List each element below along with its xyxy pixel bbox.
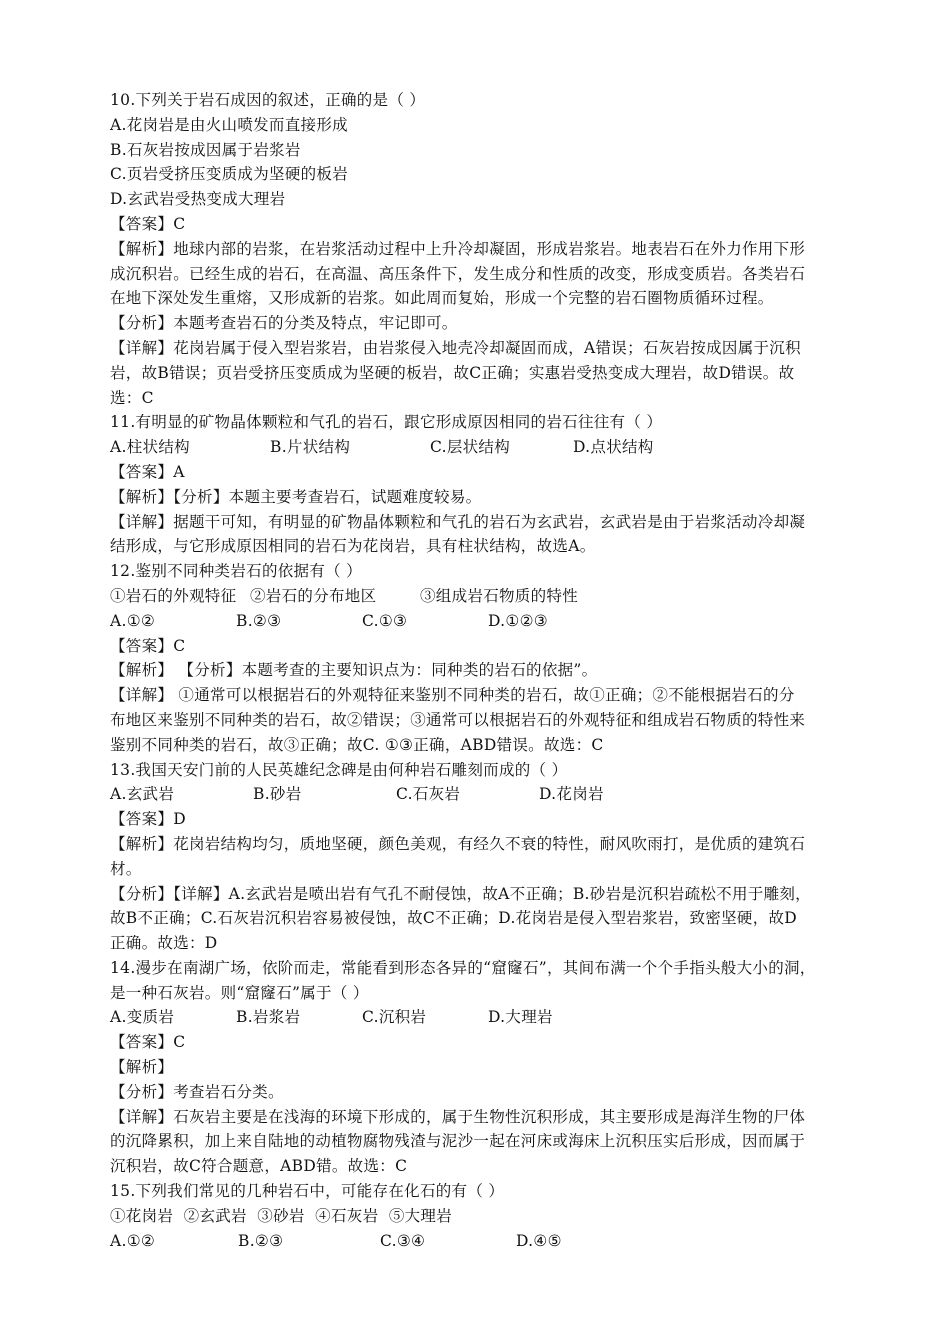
- q10-answer: 【答案】C: [110, 214, 186, 233]
- q12-options: [110, 609, 850, 634]
- q14-answer: 【答案】C: [110, 1033, 186, 1052]
- q13-xiangjie-line: 正确。故选：D: [110, 934, 218, 953]
- q12-option-b: B.②③: [236, 611, 282, 630]
- q13-jiexi-line: 材。: [110, 859, 142, 878]
- q15-option-c: C.③④: [380, 1231, 426, 1250]
- q14-options: [110, 1005, 850, 1030]
- q12-option-d: D.①②③: [488, 611, 548, 630]
- q15-option-b: B.②③: [238, 1231, 284, 1250]
- q15-option-a: A.①②: [110, 1231, 156, 1250]
- q14-option-d: D.大理岩: [488, 1008, 553, 1027]
- q14-option-c: C.沉积岩: [362, 1008, 427, 1027]
- q11-answer: 【答案】A: [110, 462, 185, 481]
- q11-option-c: C.层状结构: [430, 438, 511, 457]
- q13-option-c: C.石灰岩: [396, 785, 461, 804]
- q12-xiangjie-line: 【详解】 ①通常可以根据岩石的外观特征来鉴别不同种类的岩石，故①正确；②不能根据岩石的分: [110, 686, 795, 705]
- q13-option-b: B.砂岩: [253, 785, 302, 804]
- q10-jiexi-line: 成沉积岩。已经生成的岩石，在高温、高压条件下，发生成分和性质的改变，形成变质岩。各类岩石: [110, 264, 806, 283]
- q15-option-d: D.④⑤: [516, 1231, 562, 1250]
- q11-option-b: B.片状结构: [270, 438, 351, 457]
- q12-option-c: C.①③: [362, 611, 408, 630]
- q10-xiangjie-line: 【详解】花岗岩属于侵入型岩浆岩，由岩浆侵入地壳冷却凝固而成，A错误；石灰岩按成因属于沉积: [110, 338, 801, 357]
- q11-xiangjie-line: 【详解】据题干可知，有明显的矿物晶体颗粒和气孔的岩石为玄武岩，玄武岩是由于岩浆活动冷却凝: [110, 512, 806, 531]
- q11-options: [110, 435, 850, 460]
- q15-items: ①花岗岩 ②玄武岩 ③砂岩 ④石灰岩 ⑤大理岩: [110, 1206, 453, 1225]
- q11-jiexi: 【解析】【分析】本题主要考查岩石，试题难度较易。: [110, 487, 482, 506]
- q14-option-a: A.变质岩: [110, 1008, 175, 1027]
- q14-xiangjie-line: 沉积岩，故C符合题意，ABD错。故选：C: [110, 1157, 408, 1176]
- q13-option-a: A.玄武岩: [110, 785, 175, 804]
- q14-stem-line: 14.漫步在南湖广场，依阶而走，常能看到形态各异的“窟窿石”，其间布满一个个手指头般大小的洞，: [110, 958, 816, 977]
- q12-answer: 【答案】C: [110, 636, 186, 655]
- q13-option-d: D.花岗岩: [539, 785, 604, 804]
- q13-xiangjie-line: 故B不正确；C.石灰岩沉积岩容易被侵蚀，故C不正确；D.花岗岩是侵入型岩浆岩，致密坚硬，故D: [110, 909, 798, 928]
- q14-jiexi: 【解析】: [110, 1058, 174, 1077]
- q12-xiangjie-line: 鉴别不同种类的岩石，故③正确；故C. ①③正确，ABD错误。故选：C: [110, 735, 604, 754]
- q12-jiexi: 【解析】 【分析】本题考查的主要知识点为：同种类的岩石的依据”。: [110, 661, 598, 680]
- q12-items: [110, 584, 850, 609]
- q12-xiangjie-line: 布地区来鉴别不同种类的岩石，故②错误；③通常可以根据岩石的外观特征和组成岩石物质的特性来: [110, 710, 806, 729]
- q11-option-d: D.点状结构: [573, 438, 654, 457]
- question-content: [110, 88, 850, 1253]
- q10-xiangjie-line: 选：C: [110, 388, 154, 407]
- q12-stem: 12.鉴别不同种类岩石的依据有（ ）: [110, 562, 362, 581]
- q14-xiangjie-line: 【详解】石灰岩主要是在浅海的环境下形成的，属于生物性沉积形成，其主要形成是海洋生物的尸体: [110, 1107, 806, 1126]
- q10-fenxi: 【分析】本题考查岩石的分类及特点，牢记即可。: [110, 314, 458, 333]
- q15-options: [110, 1229, 850, 1254]
- q10-option-d: D.玄武岩受热变成大理岩: [110, 190, 286, 209]
- q14-xiangjie-line: 的沉降累积，加上来自陆地的动植物腐物残渣与泥沙一起在河床或海床上沉积压实后形成，因而属于: [110, 1132, 806, 1151]
- q10-option-b: B.石灰岩按成因属于岩浆岩: [110, 140, 301, 159]
- q11-xiangjie-line: 结形成，与它形成原因相同的岩石为花岗岩，具有柱状结构，故选A。: [110, 537, 596, 556]
- q10-option-c: C.页岩受挤压变质成为坚硬的板岩: [110, 165, 349, 184]
- q11-stem: 11.有明显的矿物晶体颗粒和气孔的岩石，跟它形成原因相同的岩石往往有（ ）: [110, 413, 663, 432]
- q12-item: ①岩石的外观特征: [110, 586, 237, 605]
- q12-item: ②岩石的分布地区: [250, 586, 377, 605]
- q13-xiangjie-line: 【分析】【详解】A.玄武岩是喷出岩有气孔不耐侵蚀，故A不正确；B.砂岩是沉积岩疏松不用于雕刻，: [110, 884, 811, 903]
- q13-options: [110, 782, 850, 807]
- q10-stem: 10.下列关于岩石成因的叙述，正确的是（ ）: [110, 91, 426, 109]
- q13-stem: 13.我国天安门前的人民英雄纪念碑是由何种岩石雕刻而成的（ ）: [110, 760, 568, 779]
- q10-option-a: A.花岗岩是由火山喷发而直接形成: [110, 115, 348, 134]
- q11-option-a: A.柱状结构: [110, 438, 190, 457]
- q14-option-b: B.岩浆岩: [236, 1008, 301, 1027]
- q10-xiangjie-line: 岩，故B错误；页岩受挤压变质成为坚硬的板岩，故C正确；实惠岩受热变成大理岩，故D错误。故: [110, 363, 795, 382]
- q12-item: ③组成岩石物质的特性: [420, 586, 579, 605]
- q14-fenxi: 【分析】考查岩石分类。: [110, 1082, 284, 1101]
- q15-stem: 15.下列我们常见的几种岩石中，可能存在化石的有（ ）: [110, 1182, 505, 1201]
- q13-jiexi-line: 【解析】花岗岩结构均匀，质地坚硬，颜色美观，有经久不衰的特性，耐风吹雨打，是优质的建筑石: [110, 834, 806, 853]
- q10-jiexi-line: 【解析】地球内部的岩浆，在岩浆活动过程中上升冷却凝固，形成岩浆岩。地表岩石在外力作用下形: [110, 239, 806, 258]
- q14-stem-line: 是一种石灰岩。则“窟窿石”属于（ ）: [110, 983, 369, 1002]
- q13-answer: 【答案】D: [110, 810, 186, 829]
- q12-option-a: A.①②: [110, 611, 156, 630]
- q10-jiexi-line: 在地下深处发生重熔，又形成新的岩浆。如此周而复始，形成一个完整的岩石圈物质循环过程。: [110, 289, 774, 308]
